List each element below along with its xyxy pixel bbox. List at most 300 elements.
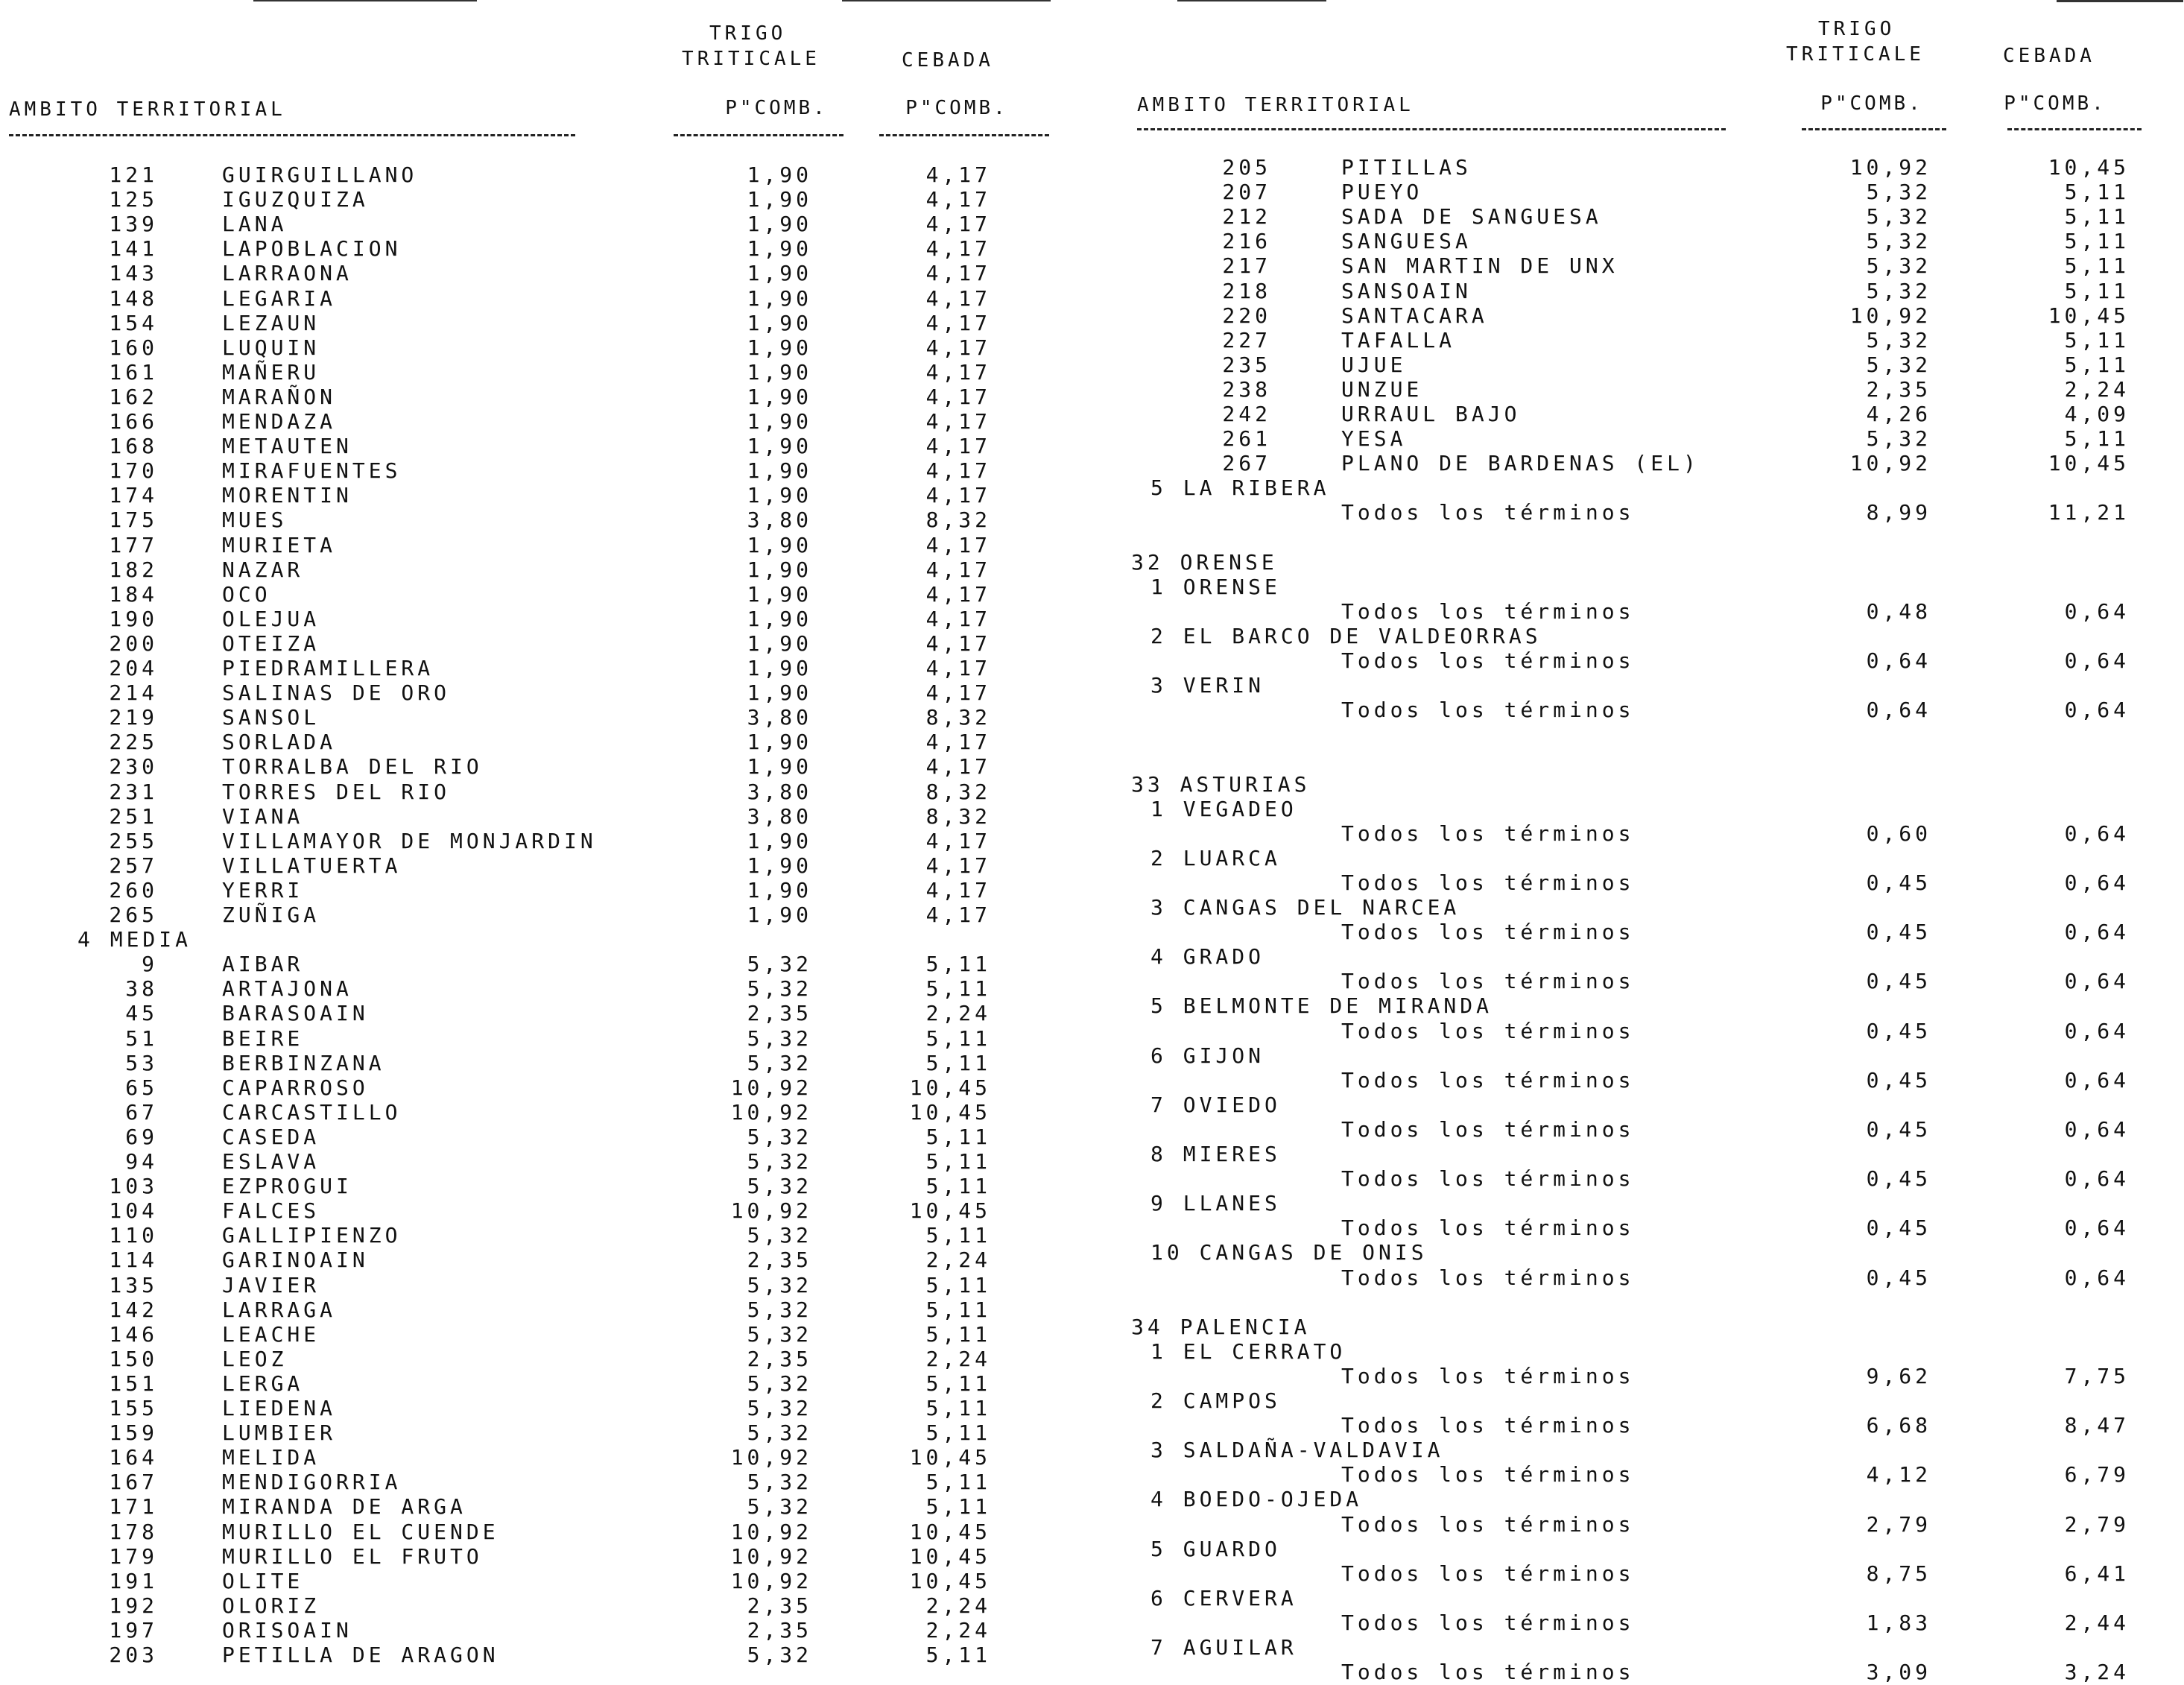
municipality-row [0,1347,1080,1372]
municipality-code: 184 [109,581,158,607]
comarca-heading [1118,993,2184,1019]
value-cebada: 10,45 [909,1445,991,1470]
municipality-name: SANGUESA [1341,229,1472,254]
value-trigo-triticale: 1,90 [747,162,812,187]
comarca-label: 7 AGUILAR [1150,1635,1297,1660]
comarca-heading [1118,1142,2184,1167]
municipality-name: TAFALLA [1341,327,1456,353]
municipality-name: MELIDA [222,1445,320,1470]
municipality-name: MIRANDA DE ARGA [222,1494,466,1520]
municipality-code: 51 [125,1025,158,1051]
value-trigo-triticale: 1,90 [747,754,812,780]
value-trigo-triticale: 1,90 [747,680,812,706]
comarca-heading [1118,1043,2184,1069]
value-cebada: 4,17 [925,877,991,902]
all-terms-row [1118,969,2184,994]
municipality-name: IGUZQUIZA [222,187,369,212]
municipality-name: SADA DE SANGUESA [1341,204,1602,230]
spacer-row [1118,722,2184,747]
all-terms-row [1118,500,2184,525]
value-cebada: 2,24 [925,1001,991,1026]
municipality-name: YESA [1341,426,1407,452]
all-terms-row [1118,1364,2184,1389]
municipality-name: YERRI [222,877,304,902]
municipality-row [0,680,1080,706]
municipality-name: ORISOAIN [222,1617,352,1643]
municipality-row [0,1075,1080,1101]
all-terms-row [1118,1610,2184,1636]
value-cebada: 0,64 [2064,870,2130,895]
comarca-label: 2 CAMPOS [1150,1388,1281,1413]
value-cebada: 2,24 [925,1346,991,1371]
municipality-name: LARRAONA [222,261,352,286]
municipality-name: GARINOAIN [222,1248,369,1273]
value-trigo-triticale: 2,35 [1866,376,1931,402]
all-terms-label: Todos los términos [1341,1561,1635,1586]
all-terms-row [1118,1215,2184,1241]
municipality-row [0,1544,1080,1569]
municipality-code: 175 [109,508,158,533]
municipality-code: 151 [109,1371,158,1396]
value-cebada: 8,47 [2064,1413,2130,1438]
header-unit-trigo: P"COMB. [725,97,828,119]
municipality-code: 141 [109,236,158,262]
value-cebada: 5,11 [925,1025,991,1051]
value-cebada: 5,11 [925,976,991,1002]
value-cebada: 4,17 [925,384,991,409]
value-cebada: 0,64 [2064,1265,2130,1290]
spacer-row [1118,747,2184,772]
all-terms-row [1118,1462,2184,1488]
all-terms-label: Todos los términos [1341,1660,1635,1685]
all-terms-label: Todos los términos [1341,969,1635,994]
municipality-name: OLORIZ [222,1593,320,1618]
comarca-label: 4 MEDIA [77,927,192,952]
value-cebada: 4,17 [925,162,991,187]
value-cebada: 11,21 [2048,500,2130,525]
value-cebada: 6,79 [2064,1462,2130,1488]
value-cebada: 5,11 [925,1124,991,1149]
value-trigo-triticale: 1,90 [747,187,812,212]
municipality-row [0,409,1080,434]
value-trigo-triticale: 10,92 [730,1445,812,1470]
value-cebada: 0,64 [2064,1018,2130,1043]
province-heading [1118,772,2184,797]
value-trigo-triticale: 1,90 [747,532,812,557]
municipality-row [0,1273,1080,1298]
value-cebada: 4,17 [925,359,991,385]
municipality-row [0,1149,1080,1175]
all-terms-row [1118,920,2184,945]
municipality-row [0,705,1080,730]
all-terms-label: Todos los términos [1341,1116,1635,1142]
municipality-row [1118,402,2184,427]
value-trigo-triticale: 0,45 [1866,1116,1931,1142]
municipality-name: LANA [222,212,288,237]
municipality-code: 69 [125,1124,158,1149]
value-trigo-triticale: 5,32 [747,1297,812,1322]
municipality-row [0,976,1080,1002]
value-trigo-triticale: 1,90 [747,434,812,459]
comarca-heading [1118,1635,2184,1660]
all-terms-label: Todos los términos [1341,1462,1635,1488]
value-cebada: 2,79 [2064,1511,2130,1537]
comarca-heading [1118,895,2184,920]
municipality-name: SORLADA [222,730,337,755]
municipality-code: 161 [109,359,158,385]
municipality-row [0,1322,1080,1347]
comarca-heading [1118,1537,2184,1562]
value-cebada: 10,45 [2048,155,2130,180]
municipality-name: METAUTEN [222,434,352,459]
value-cebada: 0,64 [2064,1215,2130,1241]
municipality-code: 104 [109,1198,158,1224]
municipality-code: 212 [1222,204,1271,230]
header-cebada: CEBADA [2003,45,2095,67]
municipality-code: 103 [109,1174,158,1199]
municipality-row [0,1125,1080,1150]
value-trigo-triticale: 8,75 [1866,1561,1931,1586]
value-trigo-triticale: 10,92 [730,1568,812,1593]
municipality-code: 255 [109,828,158,853]
municipality-name: UNZUE [1341,376,1423,402]
municipality-code: 9 [142,952,158,977]
value-trigo-triticale: 1,90 [747,384,812,409]
municipality-name: ZUÑIGA [222,902,320,927]
all-terms-row [1118,1512,2184,1537]
value-trigo-triticale: 2,35 [747,1593,812,1618]
municipality-name: MUES [222,508,288,533]
value-cebada: 4,17 [925,680,991,706]
municipality-row [0,1100,1080,1125]
header-trigo-line1: TRIGO [709,22,787,45]
municipality-code: 171 [109,1494,158,1520]
municipality-row [0,1494,1080,1520]
municipality-code: 159 [109,1420,158,1446]
value-trigo-triticale: 2,79 [1866,1511,1931,1537]
municipality-name: TORRES DEL RIO [222,779,451,804]
municipality-code: 177 [109,532,158,557]
municipality-name: LEGARIA [222,285,337,311]
value-cebada: 4,17 [925,434,991,459]
value-trigo-triticale: 1,90 [747,409,812,434]
municipality-row [0,829,1080,854]
value-trigo-triticale: 5,32 [747,1124,812,1149]
header-ambito-territorial: AMBITO TERRITORIAL [9,98,286,121]
value-trigo-triticale: 0,45 [1866,1166,1931,1192]
all-terms-label: Todos los términos [1341,1511,1635,1537]
value-cebada: 5,11 [925,1643,991,1667]
value-cebada: 0,64 [2064,920,2130,945]
municipality-code: 45 [125,1001,158,1026]
municipality-row [0,1520,1080,1545]
municipality-name: VIANA [222,803,304,829]
right-column [1118,0,2184,1685]
value-trigo-triticale: 1,90 [747,335,812,360]
value-cebada: 10,45 [909,1099,991,1125]
municipality-name: OLITE [222,1568,304,1593]
municipality-code: 38 [125,976,158,1002]
municipality-code: 65 [125,1075,158,1100]
municipality-row [0,311,1080,336]
all-terms-label: Todos los términos [1341,1363,1635,1388]
municipality-code: 166 [109,409,158,434]
header-rule [1802,128,1946,130]
value-trigo-triticale: 0,48 [1866,598,1931,624]
municipality-code: 197 [109,1617,158,1643]
municipality-row [0,508,1080,533]
comarca-label: 4 BOEDO-OJEDA [1150,1487,1363,1512]
municipality-name: SALINAS DE ORO [222,680,451,706]
value-trigo-triticale: 10,92 [1849,155,1931,180]
value-trigo-triticale: 1,90 [747,656,812,680]
municipality-code: 225 [109,730,158,755]
municipality-code: 94 [125,1149,158,1174]
header-rule [9,134,575,136]
value-cebada: 5,11 [925,1149,991,1174]
municipality-row [0,780,1080,805]
comarca-heading [1118,575,2184,600]
municipality-row [0,434,1080,459]
comarca-label: 9 LLANES [1150,1191,1281,1216]
value-cebada: 0,64 [2064,1067,2130,1093]
value-trigo-triticale: 4,26 [1866,402,1931,426]
value-trigo-triticale: 5,32 [747,1396,812,1420]
comarca-label: 5 LA RIBERA [1150,475,1330,501]
municipality-code: 160 [109,335,158,360]
value-trigo-triticale: 10,92 [730,1543,812,1569]
comarca-heading [1118,1487,2184,1512]
municipality-name: PITILLAS [1341,155,1472,180]
comarca-label: 10 CANGAS DE ONIS [1150,1240,1428,1265]
comarca-heading [1118,475,2184,501]
municipality-code: 178 [109,1519,158,1544]
municipality-name: MAÑERU [222,359,320,385]
municipality-code: 217 [1222,253,1271,279]
value-trigo-triticale: 5,32 [747,952,812,977]
value-cebada: 4,09 [2064,402,2130,426]
municipality-name: BARASOAIN [222,1001,369,1026]
value-trigo-triticale: 1,83 [1866,1610,1931,1635]
value-cebada: 5,11 [925,1420,991,1446]
municipality-code: 231 [109,779,158,804]
municipality-row [1118,353,2184,378]
value-cebada: 5,11 [925,1050,991,1075]
comarca-heading [1118,1191,2184,1216]
value-cebada: 4,17 [925,656,991,680]
header-trigo-line2: TRITICALE [682,48,820,70]
value-cebada: 10,45 [2048,303,2130,328]
comarca-label: 4 GRADO [1150,944,1265,970]
value-trigo-triticale: 3,80 [747,508,812,533]
value-cebada: 5,11 [925,1470,991,1495]
municipality-name: ARTAJONA [222,976,352,1002]
municipality-code: 216 [1222,229,1271,254]
municipality-code: 192 [109,1593,158,1618]
value-trigo-triticale: 5,32 [1866,278,1931,303]
header-unit-cebada: P"COMB. [905,97,1008,119]
value-cebada: 5,11 [925,1297,991,1322]
comarca-heading [1118,624,2184,649]
province-label: 32 ORENSE [1131,549,1278,575]
municipality-name: NAZAR [222,557,304,582]
comarca-heading [1118,797,2184,822]
value-cebada: 2,24 [2064,376,2130,402]
all-terms-label: Todos los términos [1341,500,1635,525]
province-label: 34 PALENCIA [1131,1314,1311,1339]
value-cebada: 5,11 [2064,278,2130,303]
value-cebada: 5,11 [2064,229,2130,254]
municipality-row [1118,377,2184,402]
header-rule [1137,128,1726,130]
municipality-name: VILLATUERTA [222,853,402,878]
value-cebada: 10,45 [909,1198,991,1224]
value-cebada: 6,41 [2064,1561,2130,1586]
value-cebada: 8,32 [925,705,991,730]
value-cebada: 0,64 [2064,821,2130,846]
value-cebada: 0,64 [2064,1116,2130,1142]
value-cebada: 5,11 [925,1371,991,1396]
municipality-row [1118,451,2184,476]
municipality-code: 139 [109,212,158,237]
value-trigo-triticale: 1,90 [747,483,812,508]
municipality-code: 150 [109,1346,158,1371]
municipality-name: GALLIPIENZO [222,1223,402,1248]
comarca-heading [1118,673,2184,698]
comarca-heading [1118,1586,2184,1611]
municipality-code: 242 [1222,402,1271,426]
spacer-row [1118,525,2184,551]
municipality-row [0,804,1080,829]
value-trigo-triticale: 0,45 [1866,1265,1931,1290]
value-trigo-triticale: 10,92 [1849,303,1931,328]
comarca-label: 1 VEGADEO [1150,796,1297,821]
municipality-code: 219 [109,705,158,730]
municipality-code: 203 [109,1643,158,1667]
all-terms-row [1118,1660,2184,1685]
value-cebada: 5,11 [2064,180,2130,205]
value-cebada: 10,45 [909,1519,991,1544]
value-trigo-triticale: 2,35 [747,1617,812,1643]
municipality-row [0,878,1080,903]
all-terms-label: Todos los términos [1341,1265,1635,1290]
comarca-label: 5 GUARDO [1150,1536,1281,1561]
value-trigo-triticale: 1,90 [747,877,812,902]
value-trigo-triticale: 5,32 [747,1025,812,1051]
value-cebada: 2,24 [925,1248,991,1273]
value-trigo-triticale: 5,32 [747,1470,812,1495]
municipality-code: 170 [109,458,158,484]
municipality-code: 227 [1222,327,1271,353]
municipality-code: 154 [109,310,158,335]
municipality-row [1118,180,2184,205]
value-trigo-triticale: 5,32 [747,1371,812,1396]
municipality-code: 164 [109,1445,158,1470]
municipality-name: MENDAZA [222,409,337,434]
municipality-name: MORENTIN [222,483,352,508]
comarca-heading [1118,1240,2184,1265]
municipality-name: OCO [222,581,271,607]
municipality-code: 167 [109,1470,158,1495]
comarca-heading [1118,1388,2184,1414]
municipality-name: AIBAR [222,952,304,977]
municipality-name: VILLAMAYOR DE MONJARDIN [222,828,597,853]
value-trigo-triticale: 5,32 [747,1321,812,1347]
municipality-row [0,1420,1080,1446]
header-rule [2007,128,2142,130]
value-cebada: 4,17 [925,606,991,631]
value-cebada: 4,17 [925,187,991,212]
value-cebada: 8,32 [925,803,991,829]
value-cebada: 10,45 [2048,451,2130,476]
municipality-code: 67 [125,1099,158,1125]
municipality-row [0,1297,1080,1323]
value-trigo-triticale: 5,32 [747,1149,812,1174]
municipality-row [0,1643,1080,1668]
municipality-code: 230 [109,754,158,780]
value-trigo-triticale: 0,45 [1866,1018,1931,1043]
value-cebada: 10,45 [909,1568,991,1593]
header-ambito-territorial: AMBITO TERRITORIAL [1137,94,1414,116]
value-trigo-triticale: 5,32 [1866,426,1931,452]
municipality-name: CAPARROSO [222,1075,369,1100]
municipality-name: SANSOL [222,705,320,730]
value-trigo-triticale: 5,32 [747,1272,812,1297]
value-trigo-triticale: 1,90 [747,853,812,878]
municipality-code: 135 [109,1272,158,1297]
municipality-name: LAPOBLACION [222,236,402,262]
value-cebada: 0,64 [2064,698,2130,723]
comarca-heading [1118,846,2184,871]
value-cebada: 4,17 [925,310,991,335]
value-cebada: 5,11 [925,1494,991,1520]
municipality-name: LEOZ [222,1346,288,1371]
municipality-name: OTEIZA [222,630,320,656]
header-cebada: CEBADA [902,49,994,72]
municipality-code: 110 [109,1223,158,1248]
municipality-row [0,656,1080,681]
value-cebada: 4,17 [925,335,991,360]
value-cebada: 10,45 [909,1075,991,1100]
municipality-name: JAVIER [222,1272,320,1297]
value-cebada: 5,11 [2064,204,2130,230]
value-cebada: 4,17 [925,285,991,311]
comarca-heading [1118,1339,2184,1365]
value-trigo-triticale: 1,90 [747,828,812,853]
value-cebada: 4,17 [925,754,991,780]
value-cebada: 4,17 [925,236,991,262]
value-trigo-triticale: 9,62 [1866,1363,1931,1388]
municipality-name: BEIRE [222,1025,304,1051]
value-trigo-triticale: 5,32 [747,1050,812,1075]
value-trigo-triticale: 1,90 [747,236,812,262]
value-cebada: 10,45 [909,1543,991,1569]
value-trigo-triticale: 5,32 [747,1494,812,1520]
comarca-label: 2 EL BARCO DE VALDEORRAS [1150,623,1542,648]
all-terms-row [1118,648,2184,674]
value-cebada: 5,11 [925,1223,991,1248]
municipality-row [0,1445,1080,1470]
municipality-name: BERBINZANA [222,1050,385,1075]
all-terms-label: Todos los términos [1341,648,1635,673]
comarca-label: 7 OVIEDO [1150,1092,1281,1117]
value-trigo-triticale: 0,45 [1866,969,1931,994]
value-trigo-triticale: 1,90 [747,581,812,607]
municipality-row [0,1569,1080,1594]
value-cebada: 4,17 [925,261,991,286]
value-trigo-triticale: 5,32 [747,1643,812,1667]
municipality-code: 114 [109,1248,158,1273]
